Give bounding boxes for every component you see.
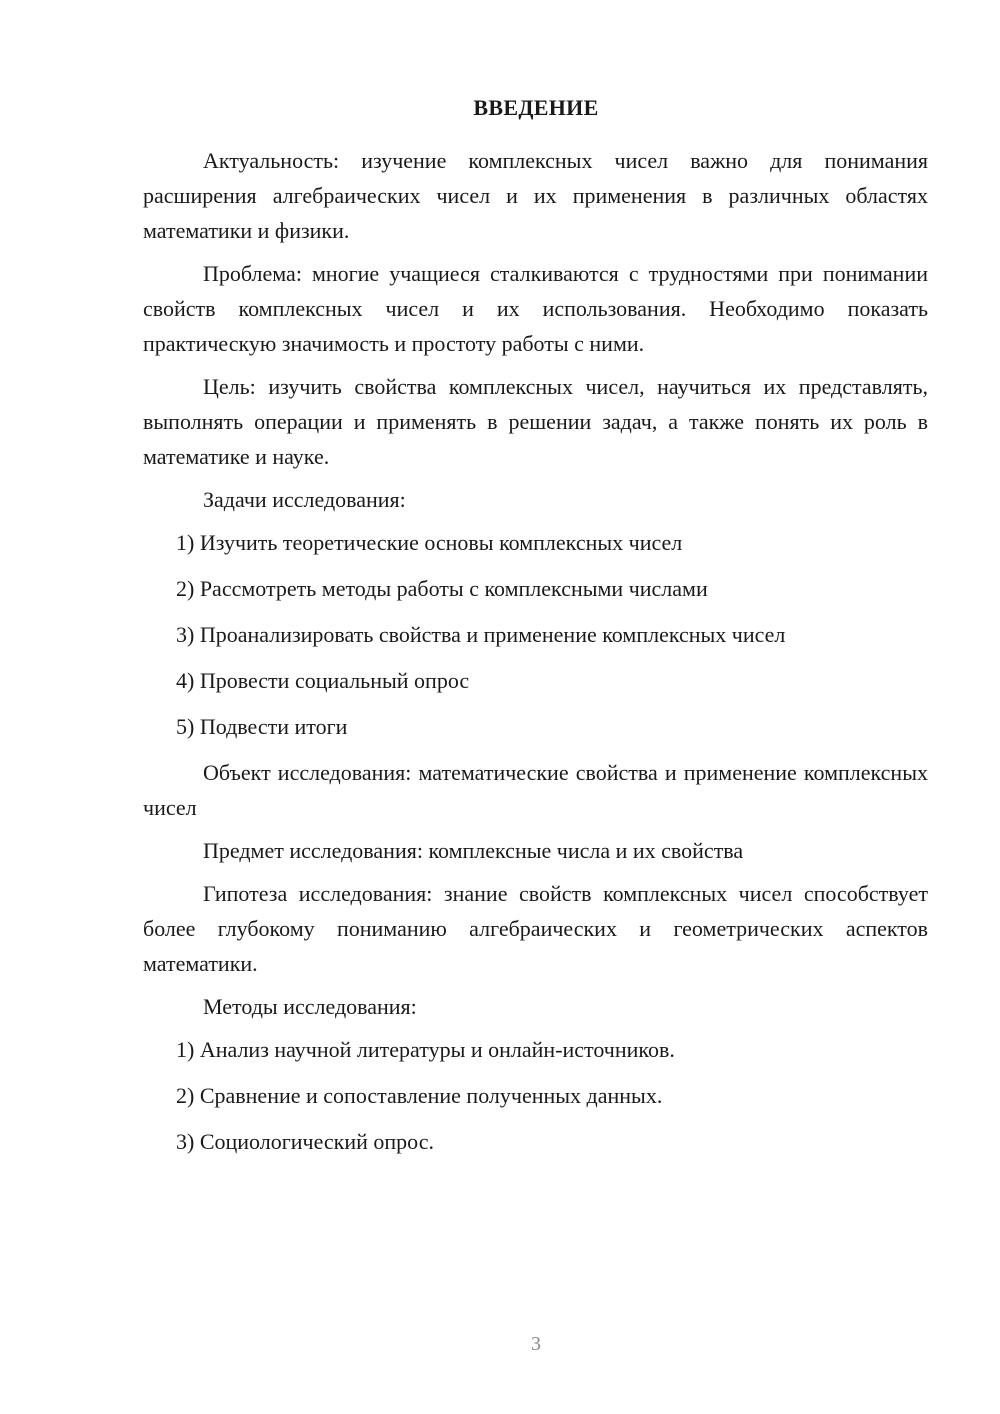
methods-list (143, 1032, 928, 1159)
list-item: 5) Подвести итоги (176, 714, 348, 739)
object-paragraph: Объект исследования: математические свойства и применение комплексных чисел (143, 760, 928, 820)
subject-paragraph: Предмет исследования: комплексные числа и их свойства (203, 838, 744, 863)
list-item: 3) Социологический опрос. (176, 1129, 434, 1154)
problem-paragraph: Проблема: многие учащиеся сталкиваются с трудностями при понимании свойств комплексных чисел и их использования. Необходимо показать практическую значимость и простоту работы с ними. (143, 261, 928, 356)
relevance-paragraph: Актуальность: изучение комплексных чисел важно для понимания расширения алгебраических чисел и их применения в различных областях математики и физики. (143, 148, 928, 243)
list-item: 4) Провести социальный опрос (176, 668, 470, 693)
hypothesis-paragraph: Гипотеза исследования: знание свойств комплексных чисел способствует более глубокому пониманию алгебраических и геометрических аспектов математики. (143, 881, 928, 976)
page-title: ВВЕДЕНИЕ (473, 95, 599, 120)
list-item: 1) Анализ научной литературы и онлайн-источников. (176, 1037, 675, 1062)
page-body (143, 143, 928, 1170)
list-item: 2) Сравнение и сопоставление полученных данных. (176, 1083, 663, 1108)
list-item: 1) Изучить теоретические основы комплексных чисел (176, 530, 683, 555)
tasks-heading: Задачи исследования: (203, 487, 406, 512)
methods-heading: Методы исследования: (203, 994, 417, 1019)
list-item: 2) Рассмотреть методы работы с комплексными числами (176, 576, 708, 601)
tasks-list (143, 525, 928, 744)
goal-paragraph: Цель: изучить свойства комплексных чисел, научиться их представлять, выполнять операции и применять в решении задач, а также понять их роль в математике и науке. (143, 374, 928, 469)
page-number: 3 (531, 1333, 541, 1355)
list-item: 3) Проанализировать свойства и применение комплексных чисел (176, 622, 786, 647)
